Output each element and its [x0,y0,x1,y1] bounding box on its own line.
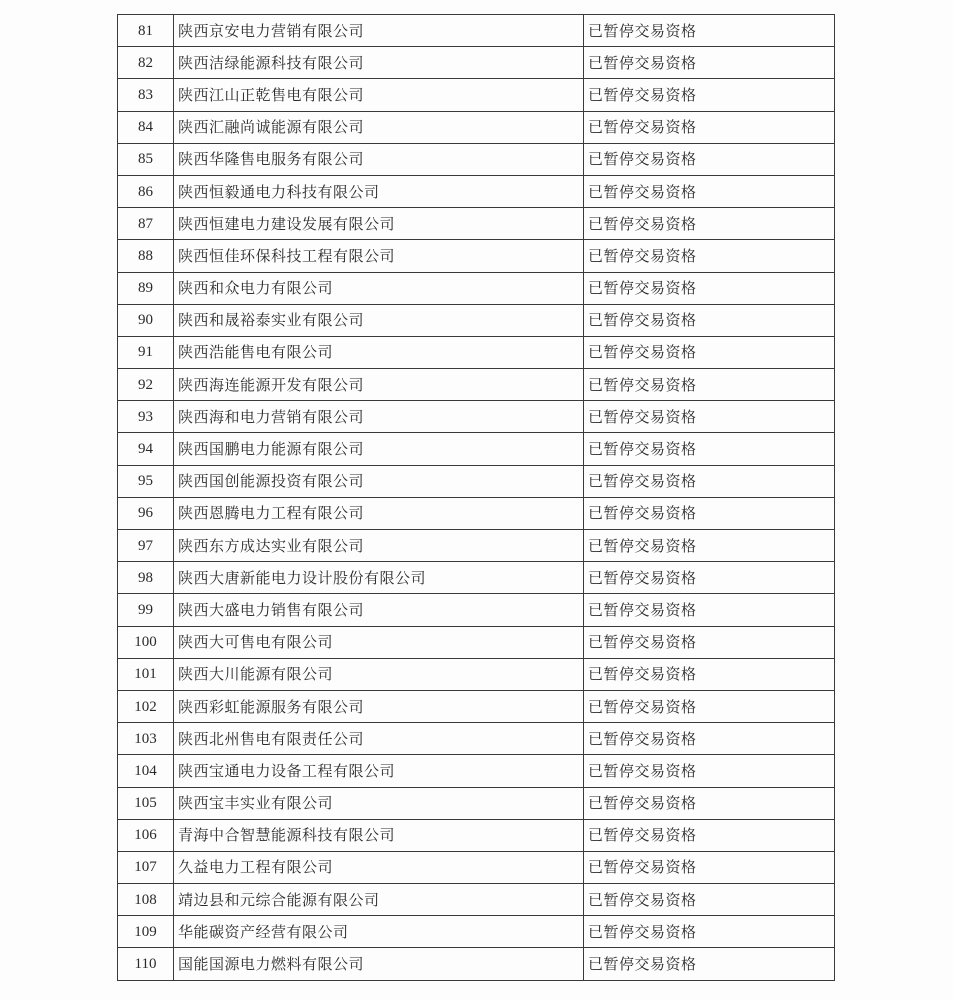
row-number: 107 [118,851,174,883]
row-number: 98 [118,562,174,594]
row-number: 81 [118,15,174,47]
table-row [118,47,835,79]
trading-status: 已暂停交易资格 [584,240,835,272]
row-number: 84 [118,111,174,143]
row-number: 87 [118,208,174,240]
company-name: 陕西国创能源投资有限公司 [174,465,584,497]
company-name: 国能国源电力燃料有限公司 [174,948,584,980]
table-row [118,401,835,433]
trading-status: 已暂停交易资格 [584,336,835,368]
trading-status: 已暂停交易资格 [584,626,835,658]
row-number: 105 [118,787,174,819]
trading-status: 已暂停交易资格 [584,530,835,562]
row-number: 94 [118,433,174,465]
table-row [118,208,835,240]
trading-status: 已暂停交易资格 [584,304,835,336]
trading-status: 已暂停交易资格 [584,369,835,401]
table-row [118,111,835,143]
company-name: 陕西洁绿能源科技有限公司 [174,47,584,79]
trading-status: 已暂停交易资格 [584,272,835,304]
trading-status: 已暂停交易资格 [584,755,835,787]
company-name: 陕西恒建电力建设发展有限公司 [174,208,584,240]
company-name: 陕西北州售电有限责任公司 [174,723,584,755]
company-name: 陕西宝通电力设备工程有限公司 [174,755,584,787]
company-name: 陕西大盛电力销售有限公司 [174,594,584,626]
table-row [118,336,835,368]
row-number: 89 [118,272,174,304]
table-row [118,175,835,207]
trading-status: 已暂停交易资格 [584,111,835,143]
row-number: 108 [118,884,174,916]
row-number: 97 [118,530,174,562]
row-number: 82 [118,47,174,79]
trading-status: 已暂停交易资格 [584,819,835,851]
row-number: 88 [118,240,174,272]
trading-status: 已暂停交易资格 [584,143,835,175]
table-row [118,562,835,594]
company-name: 陕西宝丰实业有限公司 [174,787,584,819]
trading-status: 已暂停交易资格 [584,175,835,207]
row-number: 86 [118,175,174,207]
table-row [118,658,835,690]
row-number: 96 [118,497,174,529]
company-name: 陕西大唐新能电力设计股份有限公司 [174,562,584,594]
table-row [118,304,835,336]
company-name: 陕西京安电力营销有限公司 [174,15,584,47]
row-number: 85 [118,143,174,175]
table-row [118,690,835,722]
company-name: 靖边县和元综合能源有限公司 [174,884,584,916]
table-row [118,916,835,948]
company-name: 陕西海连能源开发有限公司 [174,369,584,401]
table-row [118,79,835,111]
row-number: 106 [118,819,174,851]
table-row [118,369,835,401]
trading-status: 已暂停交易资格 [584,884,835,916]
trading-status: 已暂停交易资格 [584,47,835,79]
table-row [118,497,835,529]
trading-status: 已暂停交易资格 [584,690,835,722]
company-name: 陕西彩虹能源服务有限公司 [174,690,584,722]
trading-status: 已暂停交易资格 [584,208,835,240]
row-number: 100 [118,626,174,658]
company-name: 陕西大可售电有限公司 [174,626,584,658]
trading-status: 已暂停交易资格 [584,497,835,529]
trading-status: 已暂停交易资格 [584,562,835,594]
company-name: 陕西汇融尚诚能源有限公司 [174,111,584,143]
company-name: 陕西恒毅通电力科技有限公司 [174,175,584,207]
company-name: 华能碳资产经营有限公司 [174,916,584,948]
row-number: 95 [118,465,174,497]
table-row [118,948,835,980]
table-row [118,819,835,851]
company-name: 陕西和众电力有限公司 [174,272,584,304]
trading-status: 已暂停交易资格 [584,15,835,47]
trading-status: 已暂停交易资格 [584,851,835,883]
row-number: 109 [118,916,174,948]
row-number: 104 [118,755,174,787]
row-number: 93 [118,401,174,433]
company-name: 陕西江山正乾售电有限公司 [174,79,584,111]
table-row [118,15,835,47]
company-name: 陕西和晟裕泰实业有限公司 [174,304,584,336]
table-body [118,15,835,981]
row-number: 110 [118,948,174,980]
row-number: 90 [118,304,174,336]
table-row [118,433,835,465]
table-row [118,755,835,787]
trading-status: 已暂停交易资格 [584,401,835,433]
table-row [118,787,835,819]
trading-status: 已暂停交易资格 [584,723,835,755]
table-row [118,723,835,755]
company-name: 青海中合智慧能源科技有限公司 [174,819,584,851]
company-name: 陕西恩腾电力工程有限公司 [174,497,584,529]
table-row [118,465,835,497]
company-status-table [117,14,835,981]
trading-status: 已暂停交易资格 [584,594,835,626]
row-number: 99 [118,594,174,626]
table-row [118,530,835,562]
table-row [118,272,835,304]
table-row [118,240,835,272]
row-number: 103 [118,723,174,755]
company-name: 陕西华隆售电服务有限公司 [174,143,584,175]
row-number: 102 [118,690,174,722]
row-number: 92 [118,369,174,401]
row-number: 83 [118,79,174,111]
trading-status: 已暂停交易资格 [584,433,835,465]
company-name: 陕西恒佳环保科技工程有限公司 [174,240,584,272]
table-row [118,851,835,883]
table-row [118,626,835,658]
row-number: 91 [118,336,174,368]
trading-status: 已暂停交易资格 [584,787,835,819]
table-row [118,143,835,175]
table-row [118,594,835,626]
row-number: 101 [118,658,174,690]
company-name: 陕西东方成达实业有限公司 [174,530,584,562]
trading-status: 已暂停交易资格 [584,948,835,980]
company-name: 陕西浩能售电有限公司 [174,336,584,368]
company-name: 久益电力工程有限公司 [174,851,584,883]
trading-status: 已暂停交易资格 [584,916,835,948]
company-name: 陕西海和电力营销有限公司 [174,401,584,433]
trading-status: 已暂停交易资格 [584,658,835,690]
company-name: 陕西大川能源有限公司 [174,658,584,690]
trading-status: 已暂停交易资格 [584,79,835,111]
table-row [118,884,835,916]
company-name: 陕西国鹏电力能源有限公司 [174,433,584,465]
trading-status: 已暂停交易资格 [584,465,835,497]
